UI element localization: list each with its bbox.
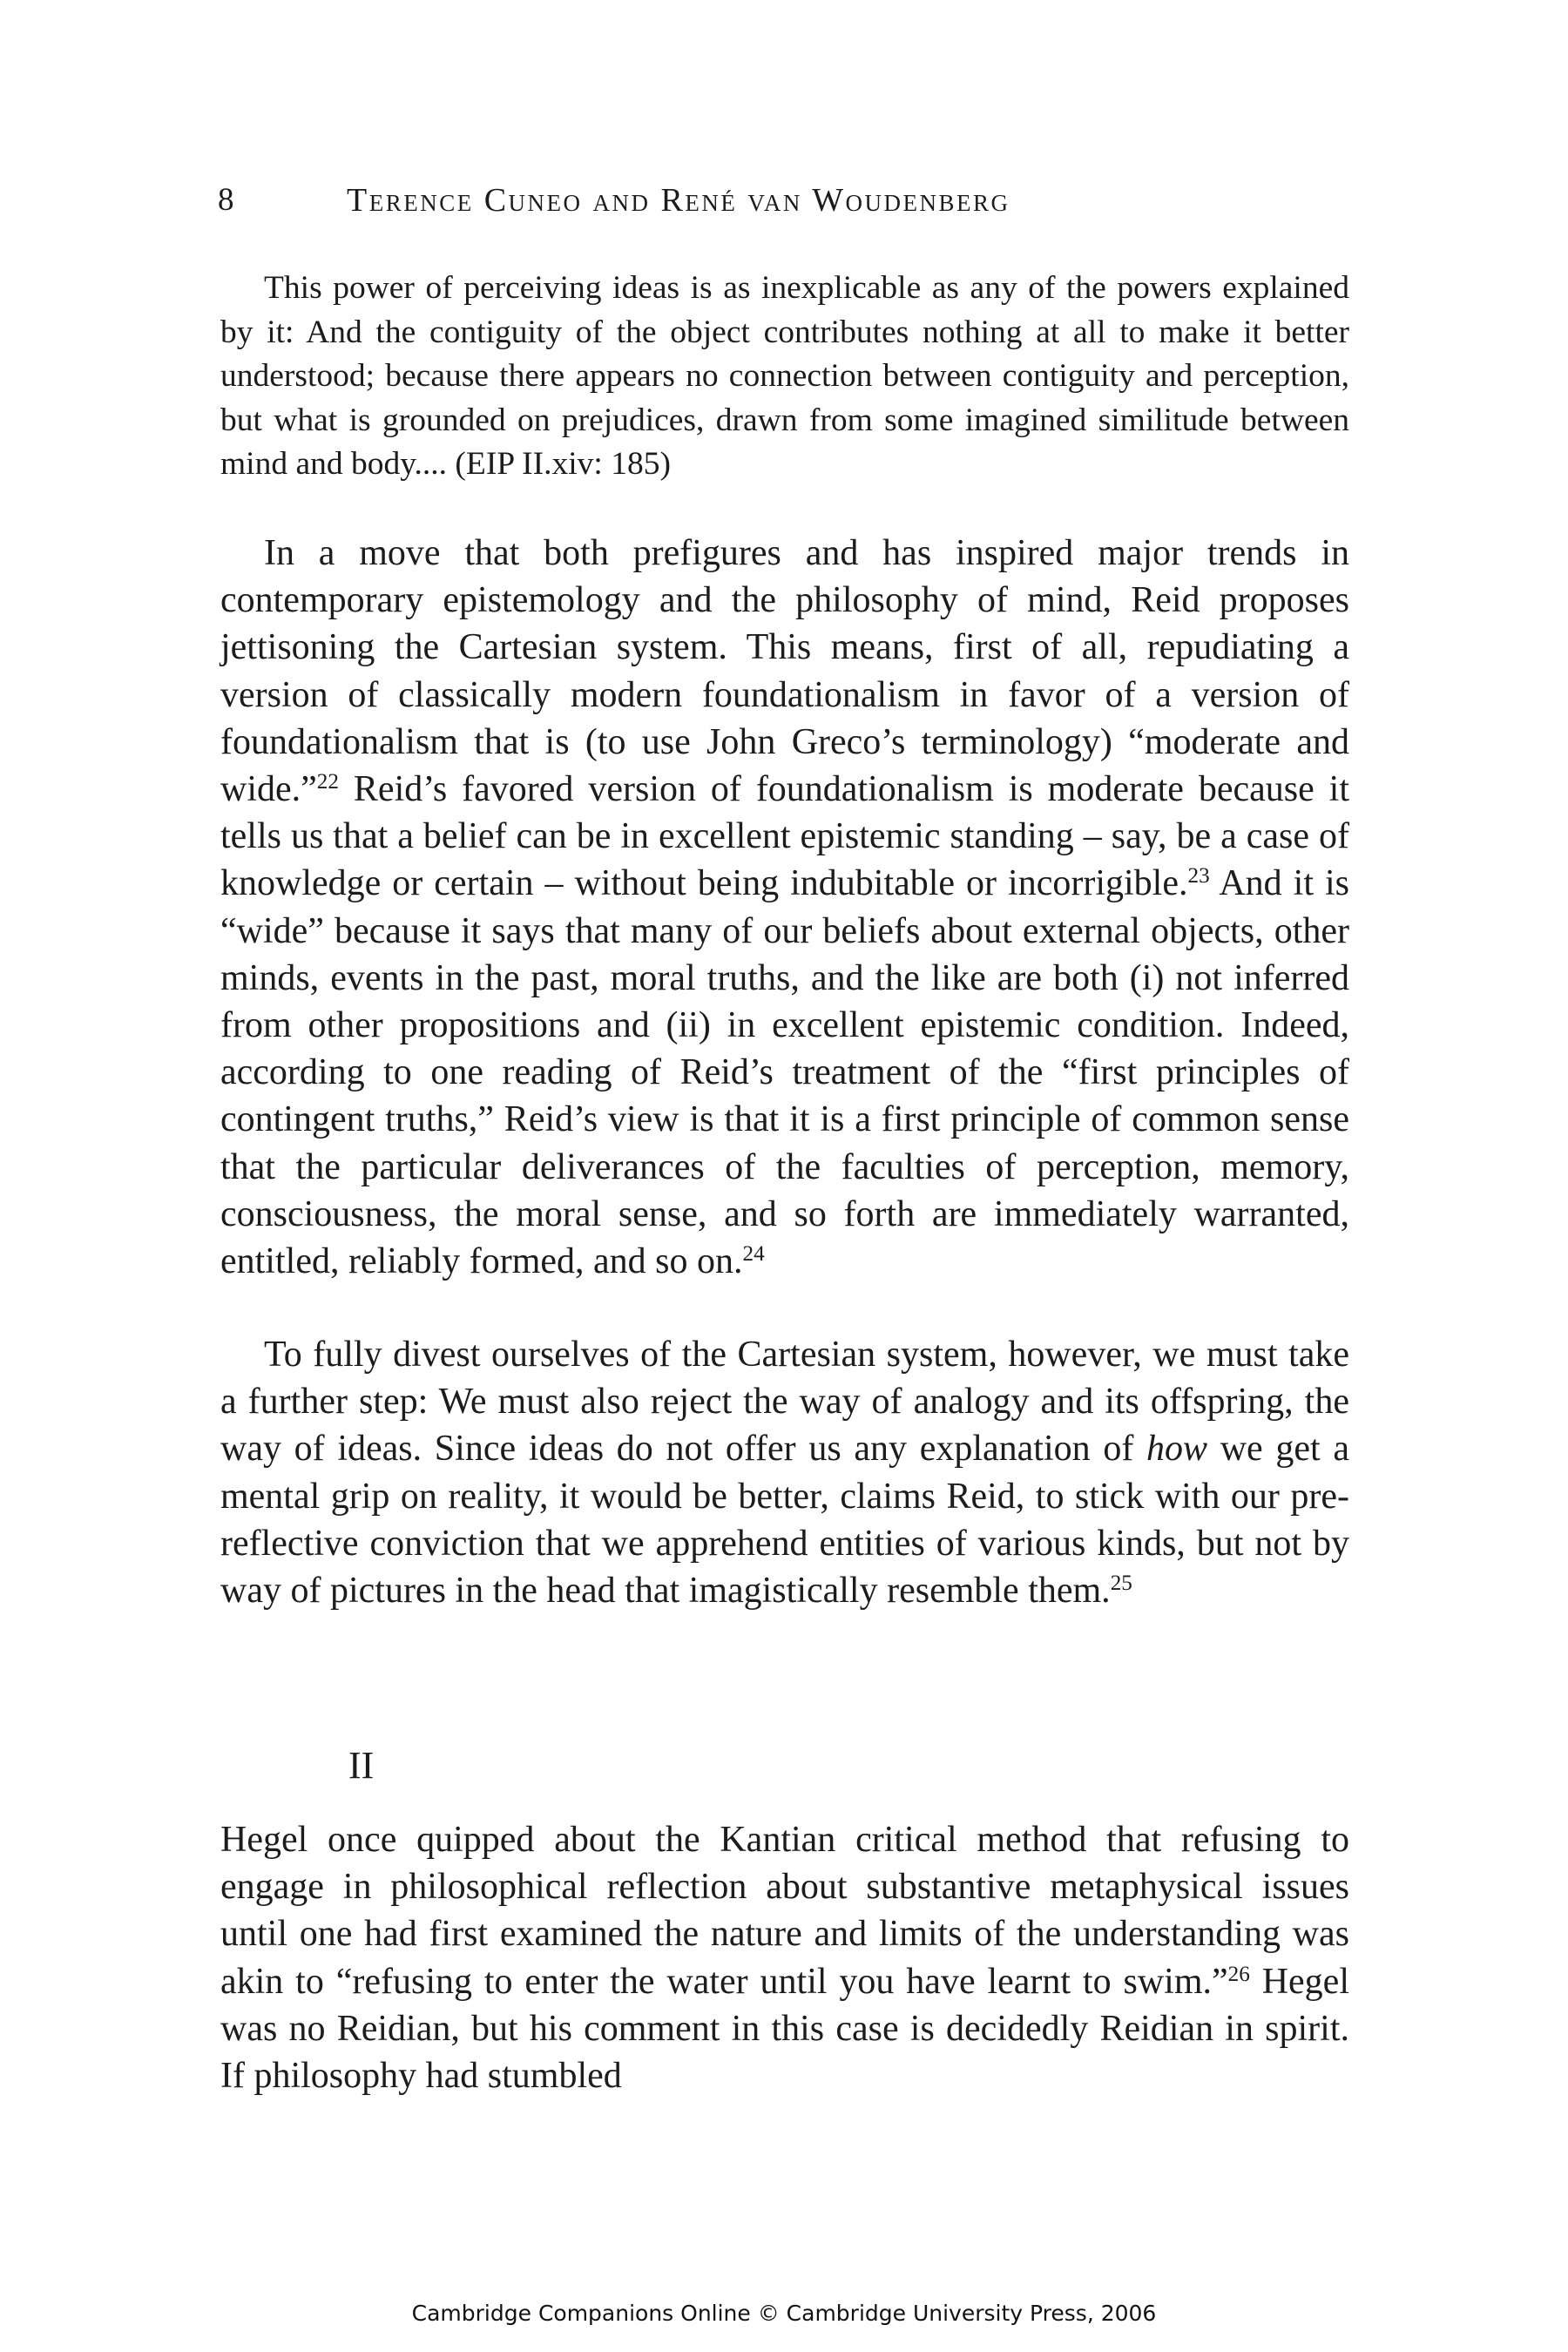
- paragraph-1-text-b: Reid’s favored version of foundationalism is moderate because it tells us that a belief can be in excellent epistemic standing – say, be a case of knowledge or certain – without being indubitable or incorrigible.: [220, 769, 1349, 904]
- paragraph-2: [220, 1331, 1349, 1614]
- paragraph-1-text-c: And it is “wide” because it says that many of our beliefs about external objects, other minds, events in the past, moral truths, and the like are both (i) not inferred from other propositions and (ii) in excellent epistemic condition. Indeed, according to one reading of Reid’s treatment of the “first principles of contingent truths,” Reid’s view is that it is a first principle of common sense that the particular deliverances of the faculties of perception, memory, consciousness, the moral sense, and so forth are immediately warranted, entitled, reliably formed, and so on.: [220, 863, 1349, 1282]
- section-heading: II: [348, 1744, 375, 1787]
- page-number: 8: [218, 182, 234, 218]
- paragraph-1-text-a: In a move that both prefigures and has inspired major trends in contemporary epistemology and the philosophy of mind, Reid proposes jettisoning the Cartesian system. This means, first of all, repudiating a version of classically modern foundationalism in favor of a version of foundationalism that is (to use John Greco’s terminology) “moderate and wide.”: [220, 533, 1349, 810]
- footnote-ref-25[interactable]: 25: [1110, 1571, 1132, 1596]
- footnote-ref-22[interactable]: 22: [316, 770, 339, 794]
- footnote-ref-23[interactable]: 23: [1187, 864, 1210, 889]
- paragraph-3: [220, 1816, 1349, 2099]
- paragraph-2-text-a: To fully divest ourselves of the Cartesian system, however, we must take a further step: We must also reject the way of analogy and its offspring, the way of ideas. Since ideas do not offer us any explanation of: [220, 1335, 1349, 1470]
- italic-how: how: [1146, 1429, 1208, 1470]
- paragraph-2-text-b: we get a mental grip on reality, it would be better, claims Reid, to stick with our pre-reflective conviction that we apprehend entities of various kinds, but not by way of pictures in the head that imagistically resemble them.: [220, 1429, 1349, 1612]
- footnote-ref-26[interactable]: 26: [1227, 1962, 1250, 1986]
- paragraph-3-text-a: Hegel once quipped about the Kantian critical method that refusing to engage in philosophical reflection about substantive metaphysical issues until one had first examined the nature and limits of the understanding was akin to “refusing to enter the water until you have learnt to swim.”: [220, 1820, 1349, 2002]
- block-quote: This power of perceiving ideas is as inexplicable as any of the powers explained by it: And the contiguity of the object contributes nothing at all to make it better understood; because there appears no connection between contiguity and perception, but what is grounded on prejudices, drawn from some imagined similitude between mind and body.... (EIP II.xiv: 185): [220, 270, 1349, 482]
- footnote-ref-24[interactable]: 24: [742, 1242, 765, 1267]
- paragraph-3-text-b: Hegel was no Reidian, but his comment in this case is decidedly Reidian in spirit. If philosophy had stumbled: [220, 1961, 1349, 2097]
- running-title: Terence Cuneo and René van Woudenberg: [347, 182, 1010, 219]
- paragraph-1: [220, 530, 1349, 1285]
- copyright-footer: Cambridge Companions Online © Cambridge University Press, 2006: [411, 2301, 1157, 2326]
- running-head: [218, 174, 1350, 226]
